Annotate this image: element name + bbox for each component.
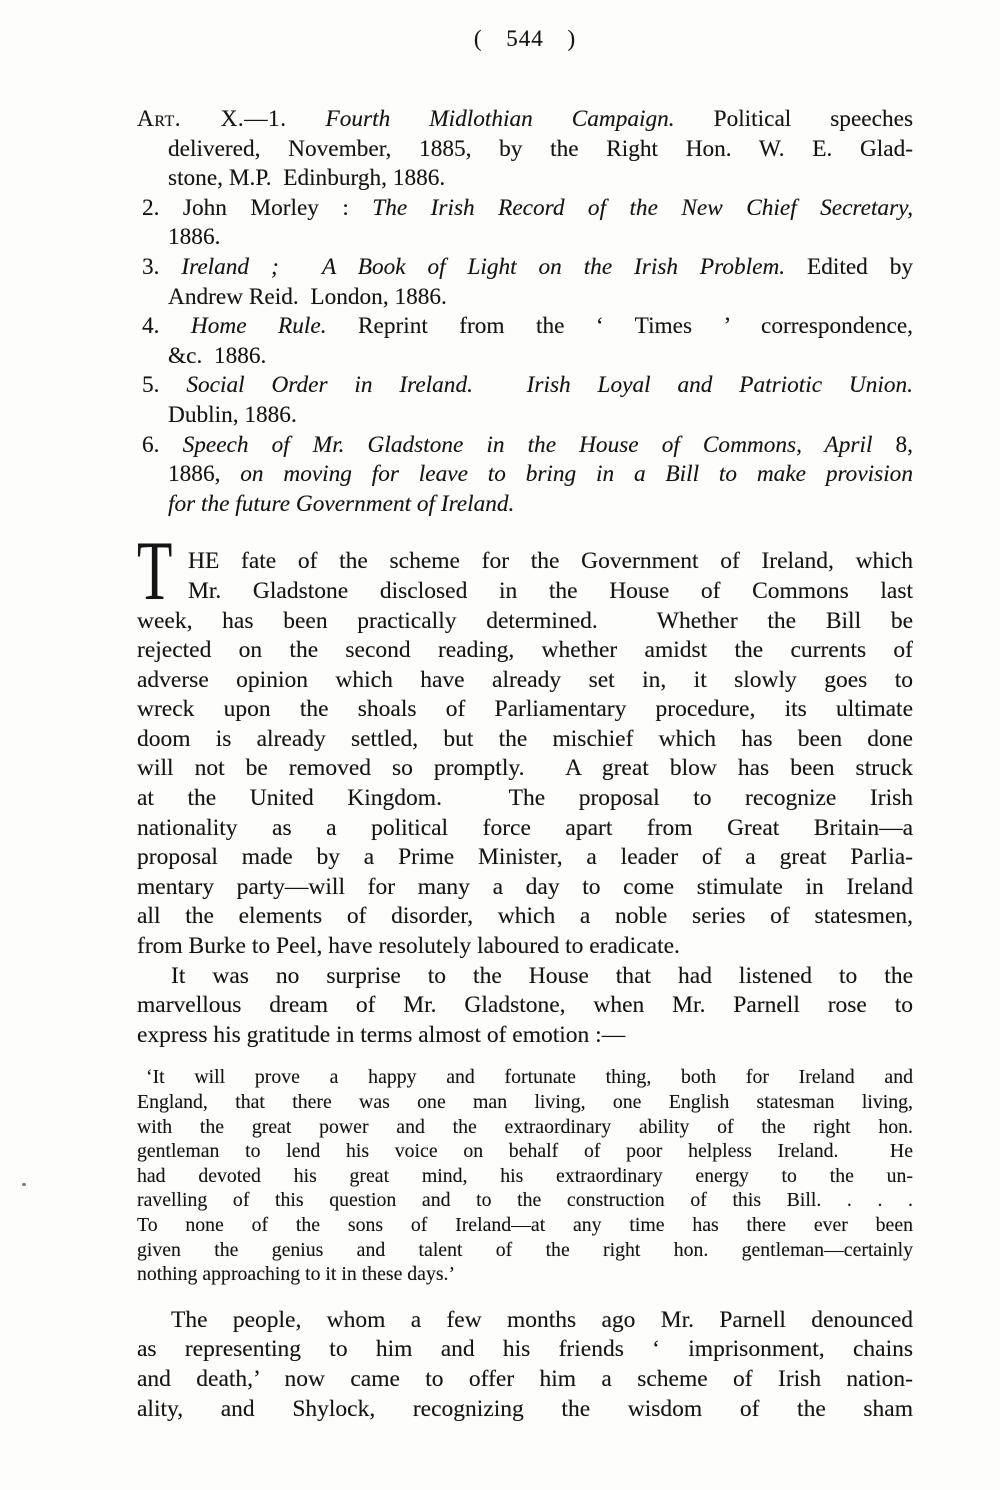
text-line: as representing to him and his friends ‘ imprisonment, chains: [137, 1336, 913, 1363]
work-title: Speech of Mr. Gladstone in the House of Commons, April: [182, 431, 873, 458]
article-number-label: Art. X.—1.: [137, 106, 287, 132]
page-header: [137, 0, 913, 52]
work-title: Social Order in Ireland. Irish Loyal and Patriotic Union.: [186, 372, 914, 399]
item-number: 6.: [142, 431, 160, 458]
text-line: adverse opinion which have already set in, it slowly goes to: [137, 666, 913, 693]
text-line: gentleman to lend his voice on behalf of poor helpless Ireland. He: [137, 1140, 913, 1163]
item-number: 5.: [142, 372, 160, 399]
text-line: The people, whom a few months ago Mr. Parnell denounced: [171, 1306, 913, 1333]
bibliography-item-5: [142, 371, 914, 430]
text-line: To none of the sons of Ireland—at any time has there ever been: [137, 1213, 913, 1236]
text-line: Dublin, 1886.: [168, 401, 297, 428]
text-line: ality, and Shylock, recognizing the wisdom of the sham: [137, 1395, 913, 1422]
text-segment: Political speeches: [713, 106, 914, 132]
text-line: [142, 431, 913, 461]
article-body: [137, 524, 913, 1424]
text-line: [142, 194, 913, 224]
text-line: stone, M.P. Edinburgh, 1886.: [168, 165, 446, 192]
text-line: &c. 1886.: [168, 342, 267, 369]
text-line: and death,’ now came to offer him a scheme of Irish nation-: [137, 1365, 913, 1392]
text-line: will not be removed so promptly. A great blow has been struck: [137, 755, 913, 782]
text-line: 1886.: [168, 224, 221, 251]
text-line: all the elements of disorder, which a noble series of statesmen,: [137, 903, 913, 930]
text-line: from Burke to Peel, have resolutely laboured to eradicate.: [137, 933, 680, 960]
text-line: [137, 105, 913, 135]
dropcap-glyph: T: [137, 524, 173, 619]
text-line: delivered, November, 1885, by the Right Hon. W. E. Glad-: [168, 135, 913, 162]
bibliography-item-6: [142, 431, 914, 520]
text-line: ravelling of this question and to the construction of this Bill. . . .: [137, 1189, 913, 1212]
text-line: given the genius and talent of the right hon. gentleman—certainly: [137, 1238, 913, 1261]
bibliography-item-1: [137, 105, 914, 194]
text-line: [142, 312, 913, 342]
text-line: England, that there was one man living, one English statesman living,: [137, 1091, 913, 1113]
text-line: Andrew Reid. London, 1886.: [168, 283, 447, 310]
text-line: [142, 253, 913, 283]
text-line: proposal made by a Prime Minister, a leader of a great Parlia-: [137, 844, 913, 871]
text-line: mentary party—will for many a day to come stimulate in Ireland: [137, 873, 913, 900]
work-title: on moving for leave to bring in a Bill to make provision: [240, 461, 913, 488]
bibliography-item-4: [142, 312, 913, 371]
text-line: nothing approaching to it in these days.’: [137, 1263, 456, 1286]
work-title: for the future Government of Ireland.: [168, 490, 515, 517]
text-line: [142, 371, 913, 401]
text-line: [168, 460, 913, 490]
work-title: Home Rule.: [190, 313, 327, 340]
dropcap-letter: [137, 524, 181, 619]
item-number: 2.: [142, 194, 160, 221]
text-segment: Reprint from the ‘ Times ’ correspondence,: [357, 313, 913, 340]
paragraph-3: [137, 1306, 913, 1424]
text-line: doom is already settled, but the mischief which has been done: [137, 725, 913, 752]
item-number: 4.: [142, 313, 160, 340]
text-line: had devoted his great mind, his extraordinary energy to the un-: [137, 1164, 913, 1187]
text-line: at the United Kingdom. The proposal to recognize Irish: [137, 785, 913, 812]
scan-artifact-dot: [22, 1183, 26, 1186]
work-title: Ireland ; A Book of Light on the Irish Problem.: [181, 253, 786, 280]
opening-paragraph: [137, 524, 913, 961]
text-line: marvellous dream of Mr. Gladstone, when Mr. Parnell rose to: [137, 992, 913, 1019]
text-line: It was no surprise to the House that had listened to the: [171, 962, 913, 989]
page-number: ( 544 ): [473, 26, 577, 51]
work-title: Fourth Midlothian Campaign.: [325, 106, 675, 132]
parnell-quotation: [137, 1065, 913, 1286]
text-line: wreck upon the shoals of Parliamentary procedure, its ultimate: [137, 696, 913, 723]
text-segment: John Morley :: [182, 194, 349, 221]
text-segment: Edited by: [807, 253, 913, 280]
bibliography-item-2: [142, 194, 914, 253]
work-title: The Irish Record of the New Chief Secretary,: [372, 194, 914, 221]
text-line: rejected on the second reading, whether amidst the currents of: [137, 637, 913, 664]
text-line: nationality as a political force apart from Great Britain—a: [137, 814, 913, 841]
text-line: express his gratitude in terms almost of emotion :—: [137, 1021, 626, 1048]
text-segment: 8,: [895, 431, 914, 458]
text-line: [168, 490, 913, 520]
text-line: HE fate of the scheme for the Government of Ireland, which: [188, 548, 913, 575]
bibliography: [137, 105, 914, 519]
text-segment: 1886,: [168, 461, 221, 488]
text-line: ‘It will prove a happy and fortunate thing, both for Ireland and: [146, 1066, 913, 1089]
text-line: week, has been practically determined. Whether the Bill be: [137, 607, 913, 634]
paragraph-2: [137, 962, 913, 1051]
text-line: with the great power and the extraordinary ability of the right hon.: [137, 1115, 913, 1138]
text-line: Mr. Gladstone disclosed in the House of Commons last: [188, 577, 913, 604]
item-number: 3.: [142, 253, 160, 280]
bibliography-item-3: [142, 253, 913, 312]
